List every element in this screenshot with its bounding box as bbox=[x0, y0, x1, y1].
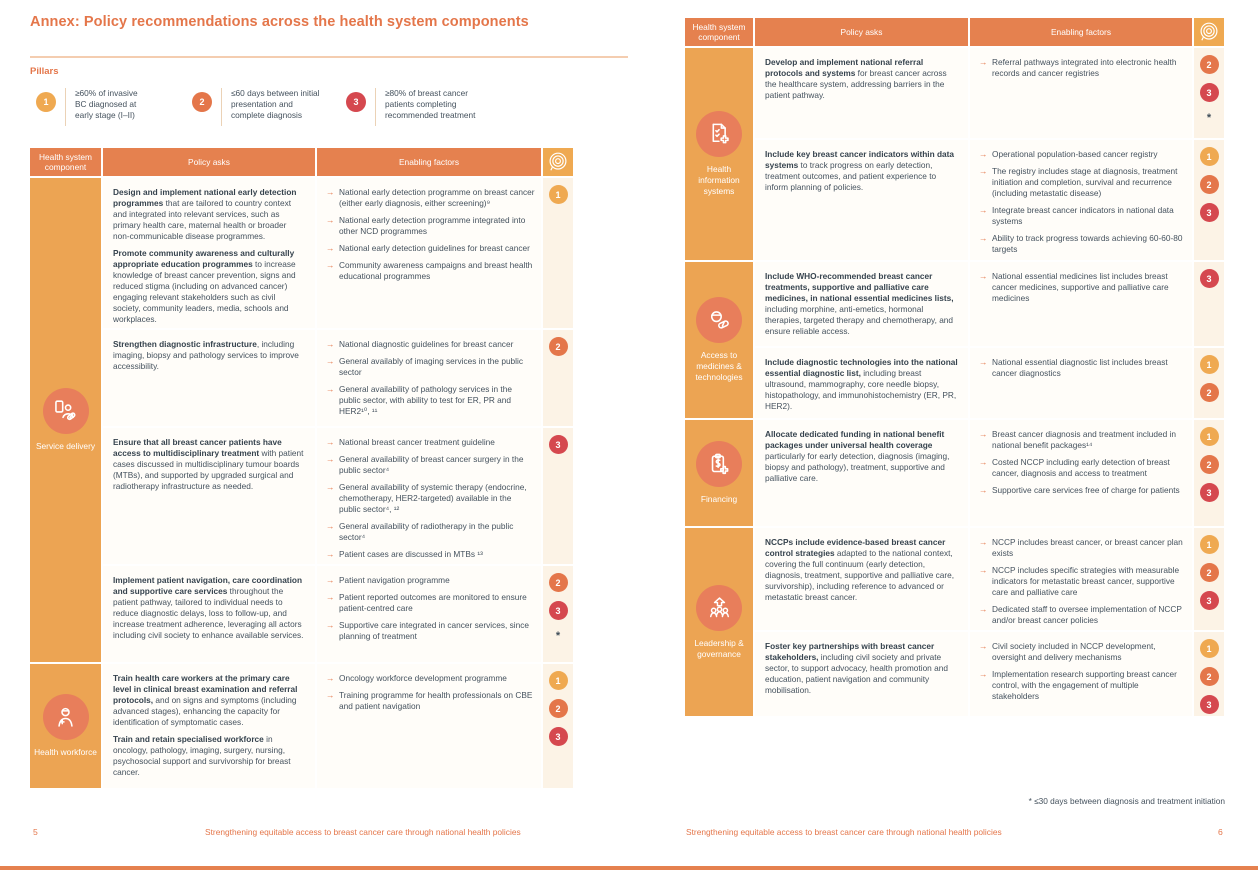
enabling-factor-text: National early detection guidelines for breast cancer bbox=[339, 243, 530, 253]
arrow-icon: → bbox=[326, 187, 335, 197]
policy-asks-cell bbox=[755, 632, 968, 716]
policy-asks-cell bbox=[755, 48, 968, 138]
pillars-label: Pillars bbox=[30, 66, 59, 77]
enabling-factor-text: General availability of systemic therapy (endocrine, chemotherapy, HER2-targeted) available in the public sector⁴, ¹² bbox=[339, 482, 527, 514]
pillar-badges-cell bbox=[1194, 632, 1224, 716]
pillar-badge: 1 bbox=[549, 671, 568, 690]
enabling-factor-text: Dedicated staff to oversee implementation of NCCP and/or breast cancer policies bbox=[992, 604, 1182, 625]
enabling-factor-item bbox=[326, 454, 535, 476]
enabling-factor-item bbox=[979, 271, 1186, 304]
component-label: Health workforce bbox=[34, 747, 97, 758]
policy-asks-cell bbox=[755, 420, 968, 526]
table-row bbox=[755, 262, 1224, 346]
arrow-icon: → bbox=[979, 357, 988, 367]
enabling-factor-item bbox=[979, 457, 1186, 479]
pillar-badge: 2 bbox=[1200, 383, 1219, 402]
enabling-factor-item bbox=[326, 384, 535, 417]
page-number-left: 5 bbox=[33, 827, 38, 837]
financing-icon bbox=[696, 441, 742, 487]
left-table-body bbox=[30, 178, 573, 788]
table-row bbox=[755, 632, 1224, 716]
arrow-icon: → bbox=[979, 57, 988, 67]
enabling-factor-item bbox=[979, 357, 1186, 379]
component-label: Access to medicines & technologies bbox=[695, 350, 743, 382]
component-cell bbox=[30, 178, 101, 662]
enabling-factor-item bbox=[979, 205, 1186, 227]
enabling-factor-text: Patient navigation programme bbox=[339, 575, 450, 585]
enabling-factor-item bbox=[326, 549, 535, 560]
table-row bbox=[755, 48, 1224, 138]
enabling-factor-item bbox=[979, 149, 1186, 160]
enabling-factor-item bbox=[326, 690, 535, 712]
arrow-icon: → bbox=[979, 669, 988, 679]
enabling-factor-item bbox=[326, 575, 535, 586]
enabling-factor-item bbox=[979, 565, 1186, 598]
component-label: Financing bbox=[700, 494, 738, 505]
policy-paragraph: Foster key partnerships with breast cancer stakeholders, including civil society and private sector, to support advocacy, health promotion and education, patient navigation and community mobilisation. bbox=[765, 641, 948, 695]
enabling-factor-text: Ability to track progress towards achieving 60-60-80 targets bbox=[992, 233, 1183, 254]
component-cell bbox=[685, 528, 753, 716]
table-row bbox=[755, 528, 1224, 630]
enabling-factor-text: National essential diagnostic list includes breast cancer diagnostics bbox=[992, 357, 1168, 378]
enabling-factors-cell bbox=[970, 48, 1192, 138]
arrow-icon: → bbox=[979, 149, 988, 159]
footer-right: Strengthening equitable access to breast cancer care through national health policies bbox=[686, 827, 1002, 837]
pillar-legend-item bbox=[36, 88, 148, 126]
arrow-icon: → bbox=[979, 457, 988, 467]
rows-column bbox=[755, 48, 1224, 716]
arrow-icon: → bbox=[326, 454, 335, 464]
footer-left: Strengthening equitable access to breast cancer care through national health policies bbox=[205, 827, 521, 837]
enabling-factor-text: NCCP includes breast cancer, or breast cancer plan exists bbox=[992, 537, 1183, 558]
policy-asks-cell bbox=[755, 262, 968, 346]
arrow-icon: → bbox=[979, 537, 988, 547]
enabling-factor-item bbox=[979, 233, 1186, 255]
enabling-factor-text: National diagnostic guidelines for breast cancer bbox=[339, 339, 514, 349]
arrow-icon: → bbox=[326, 215, 335, 225]
enabling-factor-text: Operational population-based cancer registry bbox=[992, 149, 1158, 159]
policy-asks-cell bbox=[103, 330, 315, 426]
arrow-icon: → bbox=[326, 673, 335, 683]
pillar-badge: 2 bbox=[1200, 175, 1219, 194]
policy-asks-cell bbox=[103, 178, 315, 328]
footnote: * ≤30 days between diagnosis and treatment initiation bbox=[1028, 796, 1225, 806]
arrow-icon: → bbox=[326, 243, 335, 253]
enabling-factor-text: Oncology workforce development programme bbox=[339, 673, 507, 683]
pillar-badge: 3 bbox=[1200, 591, 1219, 610]
enabling-factor-item bbox=[326, 339, 535, 350]
policy-asks-cell bbox=[755, 348, 968, 418]
pillar-badge: 3 bbox=[1200, 269, 1219, 288]
policy-paragraph: Ensure that all breast cancer patients have access to multidisciplinary treatment with patient cases discussed in multidisciplinary tumour boards (MTBs), and supported by upgraded surgical and radiotherapy infrastructure as needed. bbox=[113, 437, 304, 491]
policy-paragraph: Train health care workers at the primary care level in clinical breast examination and referral protocols, and on signs and symptoms (including advanced stages), enhancing the capacity for identification of symptomatic cases. bbox=[113, 673, 298, 727]
arrow-icon: → bbox=[326, 575, 335, 585]
enabling-factor-text: Implementation research supporting breast cancer control, with the engagement of multiple stakeholders bbox=[992, 669, 1177, 701]
table-row bbox=[103, 178, 573, 328]
enabling-factor-text: General availability of pathology services in the public sector, with ability to test for ER, PR and HER2¹⁰, ¹¹ bbox=[339, 384, 512, 416]
arrow-icon: → bbox=[326, 482, 335, 492]
column-header-policy-asks: Policy asks bbox=[755, 18, 968, 46]
arrow-icon: → bbox=[326, 260, 335, 270]
pillar-legend-item bbox=[192, 88, 320, 126]
enabling-factor-item bbox=[326, 187, 535, 209]
component-cell bbox=[685, 48, 753, 260]
arrow-icon: → bbox=[326, 384, 335, 394]
pillar-badges-cell bbox=[1194, 528, 1224, 630]
pillar-badges-cell bbox=[1194, 262, 1224, 346]
health-information-icon bbox=[696, 111, 742, 157]
right-table-body bbox=[685, 48, 1224, 716]
arrow-icon: → bbox=[326, 592, 335, 602]
page-title: Annex: Policy recommendations across the health system components bbox=[30, 14, 529, 30]
enabling-factor-item bbox=[979, 57, 1186, 79]
pillar-asterisk: * bbox=[1206, 112, 1212, 124]
enabling-factor-text: Supportive care services free of charge for patients bbox=[992, 485, 1180, 495]
pillar-badge: 2 bbox=[1200, 563, 1219, 582]
pillar-badge: 2 bbox=[1200, 667, 1219, 686]
pillar-badges-cell bbox=[543, 566, 573, 662]
enabling-factor-item bbox=[979, 669, 1186, 702]
enabling-factor-item bbox=[326, 521, 535, 543]
table-row bbox=[103, 428, 573, 564]
enabling-factors-cell bbox=[317, 330, 541, 426]
enabling-factors-cell bbox=[317, 178, 541, 328]
pillar-badge: 2 bbox=[1200, 55, 1219, 74]
policy-paragraph: Develop and implement national referral protocols and systems for breast cancer across the healthcare system, addressing barriers in the patient pathway. bbox=[765, 57, 947, 100]
enabling-factor-text: General availability of radiotherapy in the public sector⁴ bbox=[339, 521, 514, 542]
enabling-factor-text: Supportive care integrated in cancer services, since planning of treatment bbox=[339, 620, 530, 641]
enabling-factor-text: Patient reported outcomes are monitored to ensure patient-centred care bbox=[339, 592, 527, 613]
arrow-icon: → bbox=[326, 437, 335, 447]
arrow-icon: → bbox=[979, 565, 988, 575]
arrow-icon: → bbox=[326, 521, 335, 531]
pillar-badge: 1 bbox=[1200, 147, 1219, 166]
enabling-factor-item bbox=[326, 356, 535, 378]
column-header-component: Health system component bbox=[685, 18, 753, 46]
enabling-factor-item bbox=[979, 641, 1186, 663]
service-delivery-icon bbox=[43, 388, 89, 434]
right-policy-table bbox=[685, 18, 1224, 716]
pillar-number-badge: 1 bbox=[36, 92, 56, 112]
enabling-factor-item bbox=[979, 166, 1186, 199]
component-cell bbox=[685, 262, 753, 418]
arrow-icon: → bbox=[326, 620, 335, 630]
enabling-factor-text: National early detection programme on breast cancer (either early diagnosis, either screening)⁹ bbox=[339, 187, 535, 208]
table-row bbox=[103, 566, 573, 662]
component-cell bbox=[30, 664, 101, 788]
left-policy-table bbox=[30, 148, 573, 788]
enabling-factor-text: Training programme for health professionals on CBE and patient navigation bbox=[339, 690, 533, 711]
pillar-badge: 3 bbox=[549, 435, 568, 454]
page-number-right: 6 bbox=[1218, 827, 1223, 837]
enabling-factors-cell bbox=[970, 140, 1192, 260]
enabling-factor-item bbox=[326, 482, 535, 515]
policy-paragraph: Include WHO-recommended breast cancer treatments, supportive and palliative care medicines, in national essential medicines lists, including morphine, anti-emetics, hormonal therapies, targeted therapy and chemotherapy, and ensure reliable access. bbox=[765, 271, 954, 336]
pillar-badge: 1 bbox=[1200, 427, 1219, 446]
pillar-badges-cell bbox=[1194, 48, 1224, 138]
enabling-factor-item bbox=[326, 437, 535, 448]
component-label: Leadership & governance bbox=[694, 637, 744, 659]
pillar-legend-label: ≥80% of breast cancer patients completing recommended treatment bbox=[375, 88, 496, 126]
column-header-policy-asks: Policy asks bbox=[103, 148, 315, 176]
policy-paragraph: Strengthen diagnostic infrastructure, including imaging, biopsy and pathology services to improve accessibility. bbox=[113, 339, 299, 371]
enabling-factor-text: Costed NCCP including early detection of breast cancer, diagnosis and access to treatment bbox=[992, 457, 1170, 478]
enabling-factors-cell bbox=[970, 528, 1192, 630]
policy-asks-cell bbox=[103, 428, 315, 564]
arrow-icon: → bbox=[979, 485, 988, 495]
enabling-factors-cell bbox=[970, 262, 1192, 346]
enabling-factor-item bbox=[979, 429, 1186, 451]
enabling-factor-text: National essential medicines list includes breast cancer medicines, supportive and palliative care medicines bbox=[992, 271, 1169, 303]
pillar-badges-cell bbox=[543, 178, 573, 328]
pillar-badge: 2 bbox=[1200, 455, 1219, 474]
column-header-enabling-factors: Enabling factors bbox=[317, 148, 541, 176]
pillar-badge: 3 bbox=[1200, 203, 1219, 222]
enabling-factor-item bbox=[979, 485, 1186, 496]
policy-paragraph: Allocate dedicated funding in national benefit packages under universal health coverage particularly for early detection, diagnosis (imaging, biopsy and pathology), treatment, supportive and palliative care. bbox=[765, 429, 950, 483]
arrow-icon: → bbox=[979, 205, 988, 215]
pillar-badge: 2 bbox=[549, 573, 568, 592]
left-table-header bbox=[30, 148, 573, 176]
policy-paragraph: Include key breast cancer indicators within data systems to track progress on early detection, treatment outcomes, and patient experience to inform planning of policies. bbox=[765, 149, 955, 192]
enabling-factor-text: General availability of breast cancer surgery in the public sector⁴ bbox=[339, 454, 524, 475]
policy-paragraph: Design and implement national early detection programmes that are tailored to country context and integrated into relevant services, such as primary health care, maternal health or broader non-communicable disease programmes. bbox=[113, 187, 297, 241]
pillar-badge: 2 bbox=[549, 337, 568, 356]
pillar-badge: 3 bbox=[1200, 695, 1219, 714]
enabling-factor-item bbox=[979, 537, 1186, 559]
pillar-badge: 1 bbox=[1200, 639, 1219, 658]
table-row bbox=[103, 330, 573, 426]
enabling-factors-cell bbox=[970, 348, 1192, 418]
policy-paragraph: NCCPs include evidence-based breast cancer control strategies adapted to the national context, covering the full continuum (early detection, diagnosis, treatment, supportive and palliative care, survivorship), including reference to advanced or metastatic breast cancer. bbox=[765, 537, 955, 602]
policy-asks-cell bbox=[103, 566, 315, 662]
pillar-badge: 3 bbox=[1200, 483, 1219, 502]
pillar-badges-cell bbox=[1194, 348, 1224, 418]
pillar-badge: 2 bbox=[549, 699, 568, 718]
arrow-icon: → bbox=[979, 233, 988, 243]
enabling-factor-text: Patient cases are discussed in MTBs ¹³ bbox=[339, 549, 483, 559]
enabling-factors-cell bbox=[317, 566, 541, 662]
enabling-factors-cell bbox=[970, 420, 1192, 526]
right-table-header bbox=[685, 18, 1224, 46]
enabling-factor-item bbox=[326, 620, 535, 642]
policy-asks-cell bbox=[103, 664, 315, 788]
enabling-factor-item bbox=[326, 215, 535, 237]
enabling-factors-cell bbox=[317, 664, 541, 788]
pillar-target-icon bbox=[543, 148, 573, 176]
arrow-icon: → bbox=[979, 429, 988, 439]
pillar-number-badge: 3 bbox=[346, 92, 366, 112]
enabling-factor-text: Integrate breast cancer indicators in national data systems bbox=[992, 205, 1174, 226]
health-workforce-icon bbox=[43, 694, 89, 740]
enabling-factor-text: National breast cancer treatment guideline bbox=[339, 437, 495, 447]
pillar-badge: 1 bbox=[549, 185, 568, 204]
component-cell bbox=[685, 420, 753, 526]
policy-paragraph: Promote community awareness and culturally appropriate education programmes to increase knowledge of breast cancer prevention, signs and reduced stigma (including on advanced cancer) engaging relevant stakeholders such as civil society, community leaders, media, schools and workplaces. bbox=[113, 248, 296, 324]
pillar-legend-item bbox=[346, 88, 496, 126]
enabling-factor-item bbox=[326, 243, 535, 254]
enabling-factors-cell bbox=[317, 428, 541, 564]
table-row bbox=[755, 348, 1224, 418]
enabling-factor-text: National early detection programme integrated into other NCD programmes bbox=[339, 215, 526, 236]
arrow-icon: → bbox=[326, 339, 335, 349]
arrow-icon: → bbox=[979, 604, 988, 614]
enabling-factor-item bbox=[979, 604, 1186, 626]
enabling-factor-text: The registry includes stage at diagnosis, treatment initiation and completion, survival and recurrence (including metastatic disease) bbox=[992, 166, 1178, 198]
pillar-legend-label: ≤60 days between initial presentation and complete diagnosis bbox=[221, 88, 320, 126]
column-header-component: Health system component bbox=[30, 148, 101, 176]
title-divider bbox=[30, 56, 628, 58]
pillar-number-badge: 2 bbox=[192, 92, 212, 112]
enabling-factor-text: Community awareness campaigns and breast health educational programmes bbox=[339, 260, 533, 281]
policy-paragraph: Implement patient navigation, care coordination and supportive care services throughout the patient pathway, tailored to individual needs to reduce diagnostic delays, loss to follow-up, and increase treatment adherence, leveraging all actors including civil society to enhance available services. bbox=[113, 575, 304, 640]
arrow-icon: → bbox=[326, 549, 335, 559]
arrow-icon: → bbox=[326, 690, 335, 700]
arrow-icon: → bbox=[979, 166, 988, 176]
component-label: Service delivery bbox=[35, 441, 96, 452]
enabling-factors-cell bbox=[970, 632, 1192, 716]
pillar-legend-label: ≥60% of invasive BC diagnosed at early stage (I–II) bbox=[65, 88, 148, 126]
component-column bbox=[685, 48, 753, 716]
pillar-asterisk: * bbox=[555, 630, 561, 642]
pillar-badge: 3 bbox=[549, 601, 568, 620]
component-column bbox=[30, 178, 101, 788]
pillar-badge: 1 bbox=[1200, 355, 1219, 374]
rows-column bbox=[103, 178, 573, 788]
pillar-badges-cell bbox=[1194, 420, 1224, 526]
arrow-icon: → bbox=[979, 271, 988, 281]
policy-paragraph: Include diagnostic technologies into the national essential diagnostic list, including breast ultrasound, mammography, core needle biopsy, histopathology, and immunohistochemistry (ER, PR, HER2). bbox=[765, 357, 958, 411]
medicines-icon bbox=[696, 297, 742, 343]
table-row bbox=[755, 140, 1224, 260]
policy-asks-cell bbox=[755, 528, 968, 630]
pillar-badge: 3 bbox=[1200, 83, 1219, 102]
pillars-legend bbox=[0, 88, 629, 140]
pillar-badge: 3 bbox=[549, 727, 568, 746]
pillar-badges-cell bbox=[543, 428, 573, 564]
pillar-badges-cell bbox=[543, 330, 573, 426]
column-header-enabling-factors: Enabling factors bbox=[970, 18, 1192, 46]
enabling-factor-text: Civil society included in NCCP development, oversight and delivery mechanisms bbox=[992, 641, 1156, 662]
enabling-factor-item bbox=[326, 673, 535, 684]
enabling-factor-text: Breast cancer diagnosis and treatment included in national benefit packages¹⁴ bbox=[992, 429, 1177, 450]
enabling-factor-item bbox=[326, 260, 535, 282]
enabling-factor-text: General availably of imaging services in the public sector bbox=[339, 356, 524, 377]
policy-paragraph: Train and retain specialised workforce in oncology, pathology, imaging, surgery, nursing, psychosocial support and survivorship for breast cancer. bbox=[113, 734, 291, 777]
pillar-badges-cell bbox=[543, 664, 573, 788]
bottom-accent-bar bbox=[0, 866, 1258, 870]
leadership-icon bbox=[696, 585, 742, 631]
enabling-factor-item bbox=[326, 592, 535, 614]
component-label: Health information systems bbox=[698, 164, 740, 196]
policy-asks-cell bbox=[755, 140, 968, 260]
table-row bbox=[103, 664, 573, 788]
arrow-icon: → bbox=[979, 641, 988, 651]
enabling-factor-text: Referral pathways integrated into electronic health records and cancer registries bbox=[992, 57, 1177, 78]
pillar-badge: 1 bbox=[1200, 535, 1219, 554]
table-row bbox=[755, 420, 1224, 526]
pillar-badges-cell bbox=[1194, 140, 1224, 260]
enabling-factor-text: NCCP includes specific strategies with measurable indicators for metastatic breast cancer, supportive care and palliative care bbox=[992, 565, 1180, 597]
arrow-icon: → bbox=[326, 356, 335, 366]
pillar-target-icon bbox=[1194, 18, 1224, 46]
